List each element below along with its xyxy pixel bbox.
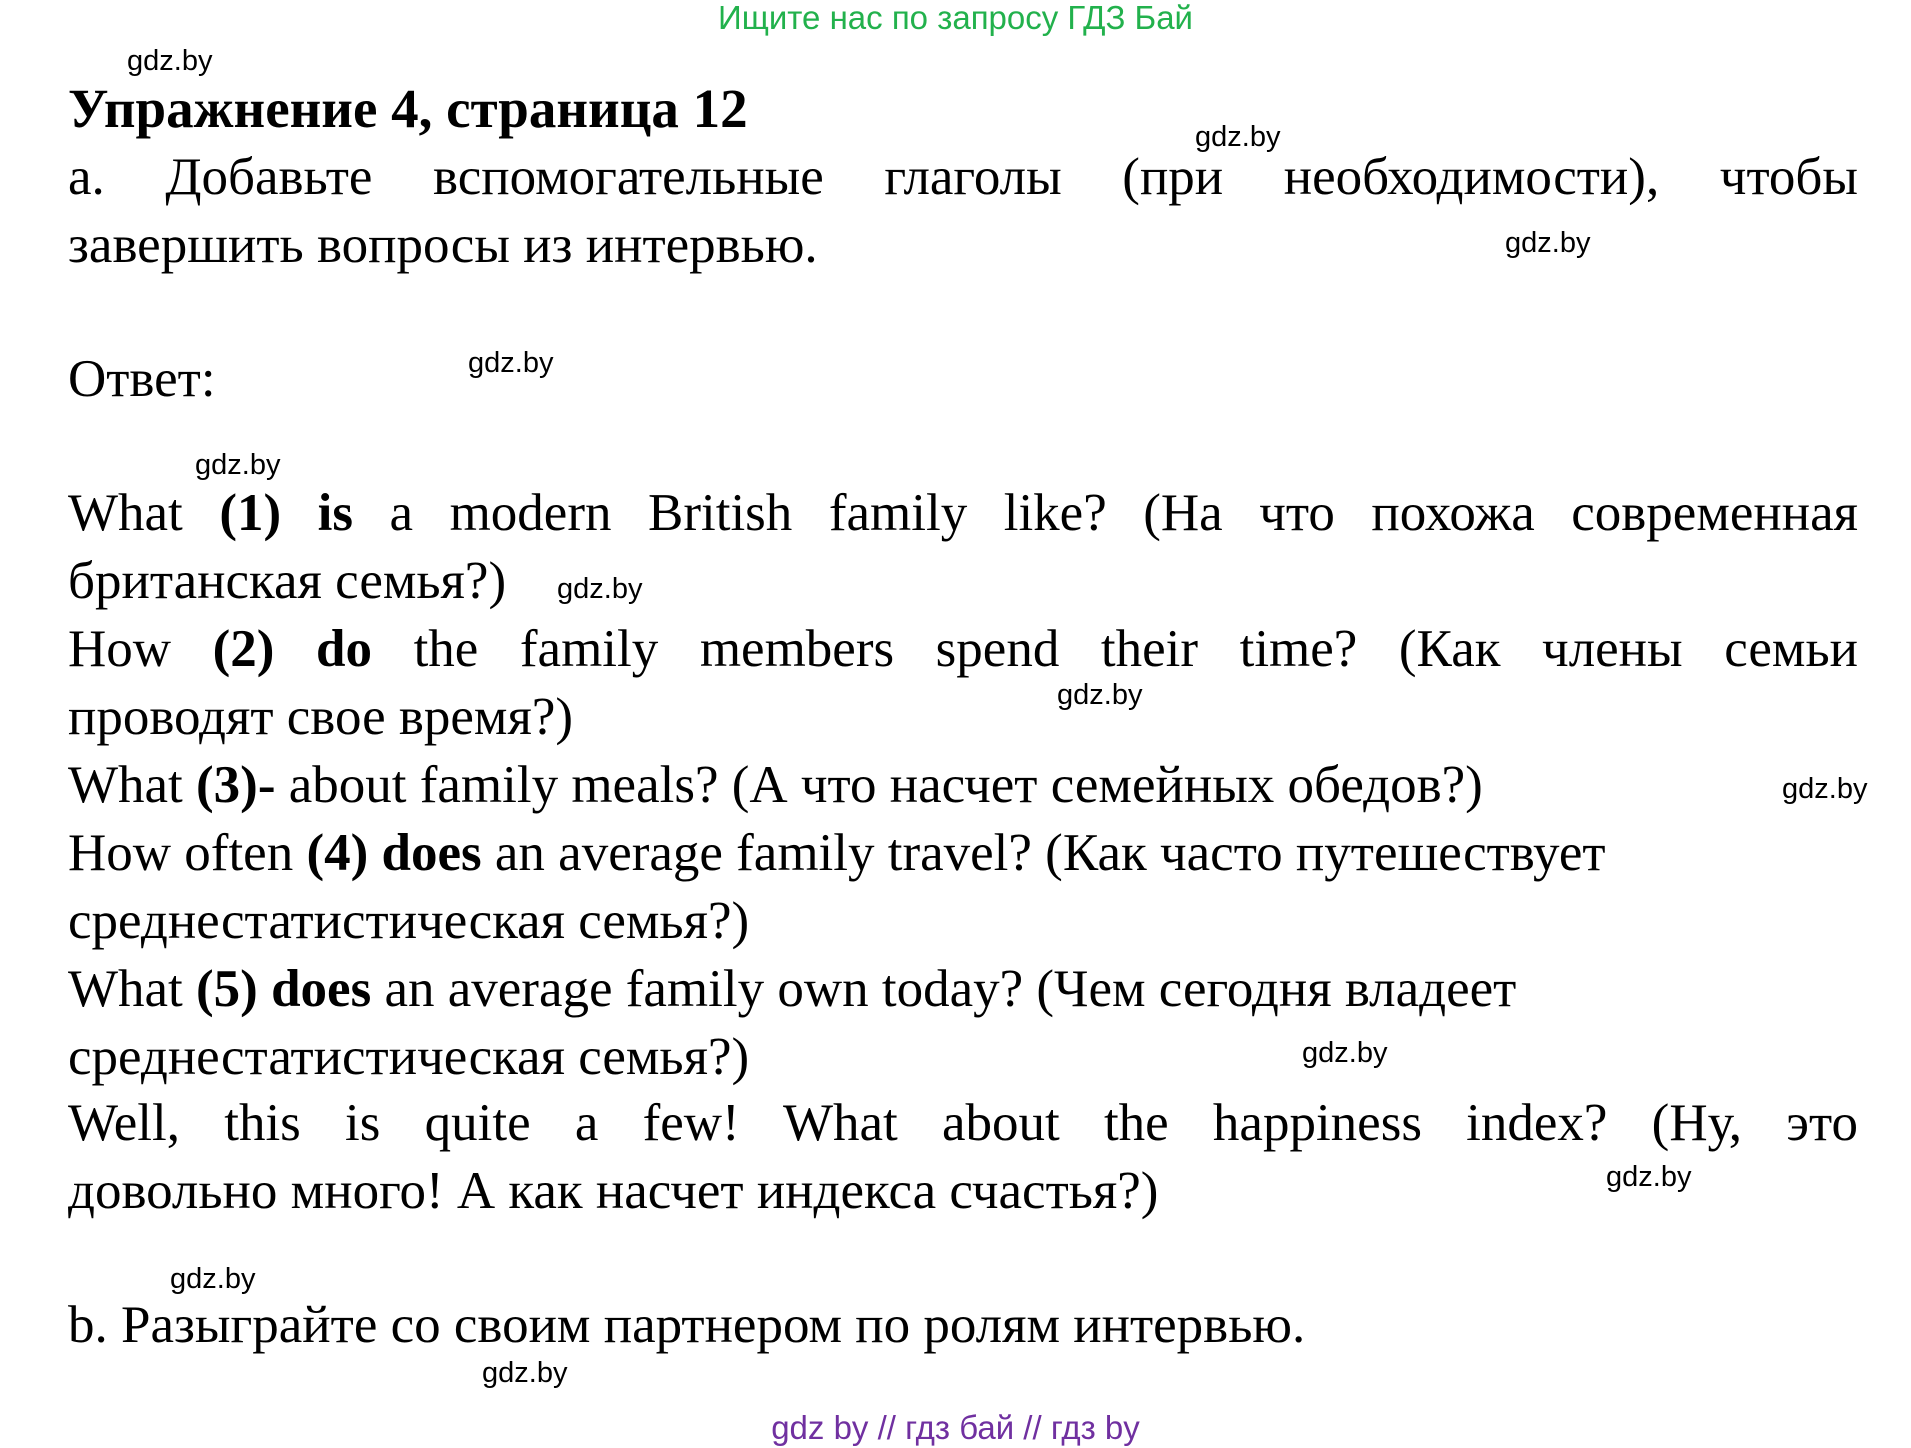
question-2-line-2: проводят свое время?)	[68, 688, 574, 746]
question-2-line-1	[68, 616, 1858, 682]
question-text: the family members spend their time? (Как члены семьи	[413, 620, 1859, 678]
question-lead: What	[68, 484, 183, 542]
question-3-line-1	[68, 752, 1483, 818]
question-1-line-2: британская семья?)	[68, 552, 507, 610]
question-6-line-1: Well, this is quite a few! What about the happiness index? (Ну, это	[68, 1094, 1858, 1152]
page-title: Упражнение 4, страница 12	[68, 78, 748, 139]
watermark: gdz.by	[468, 347, 554, 379]
question-4-line-1	[68, 820, 1606, 886]
question-4-line-2: среднестатистическая семья?)	[68, 892, 750, 950]
footer-links: gdz by // гдз бай // гдз by	[771, 1409, 1140, 1446]
question-lead: What	[68, 756, 183, 814]
task-b: b. Разыграйте со своим партнером по ролям интервью.	[68, 1296, 1306, 1354]
watermark: gdz.by	[195, 449, 281, 481]
watermark: gdz.by	[170, 1263, 256, 1295]
watermark: gdz.by	[1606, 1161, 1692, 1193]
question-5-line-1	[68, 956, 1516, 1022]
task-a-line-2: завершить вопросы из интервью.	[68, 216, 818, 274]
answer-marker: (3)-	[196, 756, 276, 814]
watermark: gdz.by	[1195, 121, 1281, 153]
answer-marker: (5) does	[196, 960, 372, 1018]
search-banner: Ищите нас по запросу ГДЗ Бай	[718, 0, 1193, 36]
question-text: a modern British family like? (На что похожа современная	[389, 484, 1859, 542]
watermark: gdz.by	[1057, 679, 1143, 711]
question-lead: How often	[68, 824, 294, 882]
question-lead: How	[68, 620, 172, 678]
answer-marker: (4) does	[306, 824, 482, 882]
question-1-line-1	[68, 480, 1858, 546]
task-a-line-1: a. Добавьте вспомогательные глаголы (при необходимости), чтобы	[68, 148, 1858, 206]
question-text: an average family own today? (Чем сегодня владеет	[384, 960, 1517, 1018]
question-6-line-2: довольно много! А как насчет индекса счастья?)	[68, 1162, 1159, 1220]
watermark: gdz.by	[127, 45, 213, 77]
watermark: gdz.by	[1505, 227, 1591, 259]
answer-label: Ответ:	[68, 350, 216, 408]
watermark: gdz.by	[482, 1357, 568, 1389]
answer-marker: (2) do	[212, 620, 372, 678]
answer-marker: (1) is	[219, 484, 353, 542]
watermark: gdz.by	[1302, 1037, 1388, 1069]
question-lead: What	[68, 960, 183, 1018]
question-text: about family meals? (А что насчет семейных обедов?)	[288, 756, 1483, 814]
watermark: gdz.by	[557, 573, 643, 605]
question-text: an average family travel? (Как часто путешествует	[494, 824, 1606, 882]
watermark: gdz.by	[1782, 773, 1868, 805]
question-5-line-2: среднестатистическая семья?)	[68, 1028, 750, 1086]
